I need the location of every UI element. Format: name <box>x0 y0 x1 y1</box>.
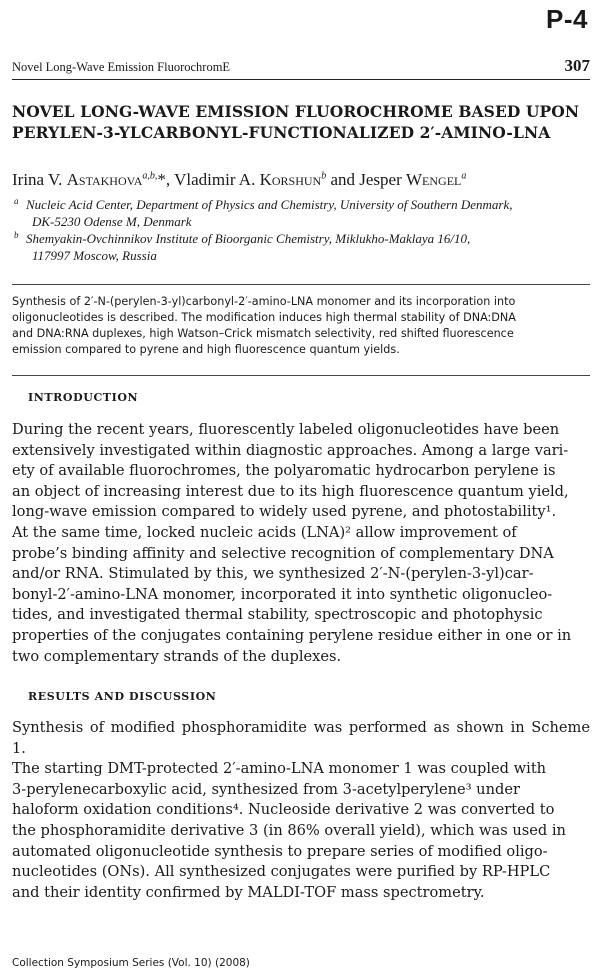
section-heading-introduction: INTRODUCTION <box>28 391 139 404</box>
affiliation-line: Shemyakin-Ovchinnikov Institute of Bioorganic Chemistry, Miklukho-Maklaya 16/10, <box>26 231 471 246</box>
author: Jesper Wengel$^a$ <box>359 170 467 189</box>
title-line: NOVEL LONG-WAVE EMISSION FLUOROCHROME BASED UPON <box>12 102 580 121</box>
affiliation-line: Nucleic Acid Center, Department of Physics and Chemistry, University of Southern Denmark, <box>26 197 513 212</box>
text-line: haloform oxidation conditions⁴. Nucleoside derivative 2 was converted to <box>12 801 555 819</box>
abstract <box>12 294 590 358</box>
text-line: 3-perylenecarboxylic acid, synthesized from 3-acetylperylene³ under <box>12 780 520 798</box>
text-line: an object of increasing interest due to its high fluorescence quantum yield, <box>12 482 569 500</box>
abstract-line: and DNA:RNA duplexes, high Watson–Crick mismatch selectivity, red shifted fluorescence <box>12 327 514 340</box>
affiliation-marker: b <box>14 230 19 240</box>
text-line: During the recent years, fluorescently labeled oligonucleotides have been <box>12 421 560 438</box>
results-paragraph <box>12 718 590 903</box>
page-number: 307 <box>564 56 590 75</box>
abstract-line: emission compared to pyrene and high fluorescence quantum yields. <box>12 343 400 356</box>
author-list <box>12 170 590 190</box>
text-line: properties of the conjugates containing perylene residue either in one or in <box>12 626 572 644</box>
abstract-bottom-rule <box>12 375 590 376</box>
running-header <box>12 56 590 75</box>
text-line: nucleotides (ONs). All synthesized conjugates were purified by RP-HPLC <box>12 863 551 881</box>
corresponding-author-star: * <box>157 170 166 189</box>
affiliation-b <box>14 230 586 264</box>
text-line: tides, and investigated thermal stability, spectroscopic and photophysic <box>12 606 543 624</box>
text-line: automated oligonucleotide synthesis to prepare series of modified oligo- <box>12 842 548 860</box>
header-rule <box>12 79 590 80</box>
section-heading-results: RESULTS AND DISCUSSION <box>28 690 217 703</box>
article-title <box>12 101 590 143</box>
affiliation-line: 117997 Moscow, Russia <box>32 248 157 263</box>
paper-code: P-4 <box>546 4 588 34</box>
text-line: ety of available fluorochromes, the polyaromatic hydrocarbon perylene is <box>12 462 556 480</box>
text-line: and/or RNA. Stimulated by this, we synthesized 2′-N-(perylen-3-yl)car- <box>12 565 534 583</box>
text-line: Synthesis of modified phosphoramidite was performed as shown in Scheme 1. <box>12 719 590 757</box>
affiliation-marker: a <box>14 196 19 206</box>
page-footer: Collection Symposium Series (Vol. 10) (2008) <box>12 957 250 969</box>
title-line: PERYLEN-3-YLCARBONYL-FUNCTIONALIZED 2′-AMINO-LNA <box>12 123 551 142</box>
abstract-line: oligonucleotides is described. The modification induces high thermal stability of DNA:DNA <box>12 311 516 324</box>
affiliation-a <box>14 196 586 230</box>
text-line: the phosphoramidite derivative 3 (in 86% overall yield), which was used in <box>12 821 566 839</box>
running-title: Novel Long-Wave Emission FluorochromE <box>12 60 231 74</box>
text-line: long-wave emission compared to widely used pyrene, and photostability¹. <box>12 503 557 521</box>
text-line: two complementary strands of the duplexes. <box>12 647 342 665</box>
text-line: bonyl-2′-amino-LNA monomer, incorporated it into synthetic oligonucleo- <box>12 585 553 603</box>
text-line: and their identity confirmed by MALDI-TOF mass spectrometry. <box>12 883 485 901</box>
author: Irina V. Astakhova$^{a,b,}$*, <box>12 170 175 189</box>
text-line: probe’s binding affinity and selective recognition of complementary DNA <box>12 544 554 562</box>
author: Vladimir A. Korshun$^b$ and <box>174 170 360 189</box>
abstract-line: Synthesis of 2′-N-(perylen-3-yl)carbonyl-2′-amino-LNA monomer and its incorporation into <box>12 295 516 308</box>
affiliation-line: DK-5230 Odense M, Denmark <box>32 214 192 229</box>
text-line: extensively investigated within diagnostic approaches. Among a large vari- <box>12 441 569 459</box>
introduction-paragraph <box>12 420 590 667</box>
text-line: The starting DMT-protected 2′-amino-LNA monomer 1 was coupled with <box>12 760 547 778</box>
abstract-top-rule <box>12 284 590 285</box>
text-line: At the same time, locked nucleic acids (LNA)² allow improvement of <box>12 523 517 541</box>
